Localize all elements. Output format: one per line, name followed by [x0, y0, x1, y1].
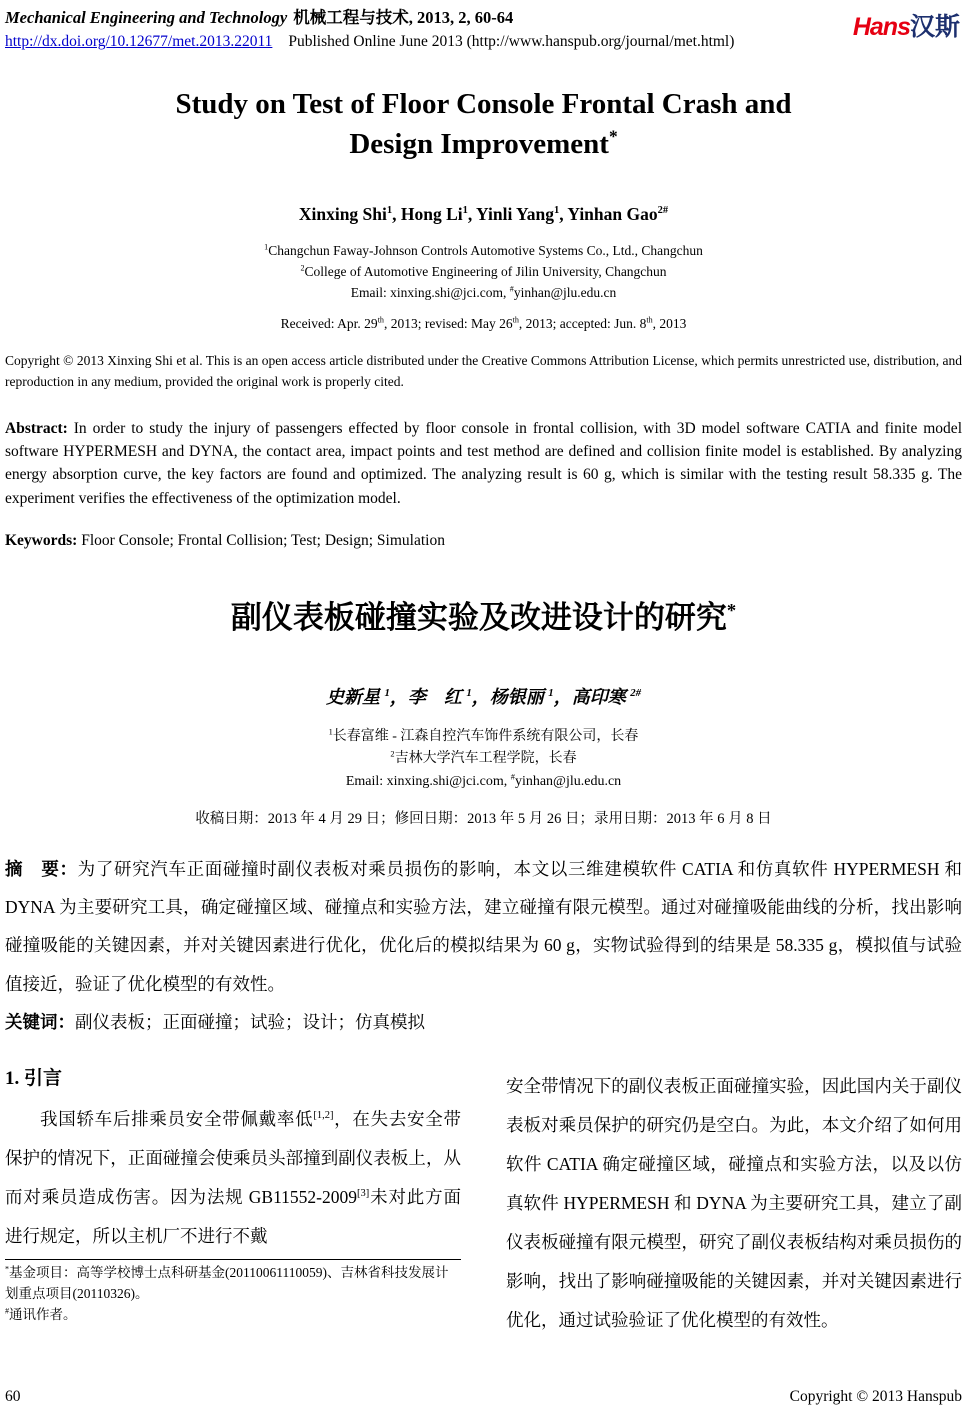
hans-logo-zh-text: 汉斯 — [909, 14, 960, 41]
authors-en: Xinxing Shi$^1$, Hong Li$^1$, Yinli Yang$^1$, Yinhan Gao$^{2\#}$ — [298, 203, 669, 224]
keywords-zh — [5, 1012, 962, 1033]
keywords-en — [5, 532, 962, 550]
intro-paragraph-left: 我国轿车后排乘员安全带佩戴率低[1,2]，在失去安全带保护的情况下，正面碰撞会使乘员头部撞到副仪表板上，从而对乘员造成伤害。因为法规 GB11552-2009[3]未对此方面进行规定，所以主机厂不进行不戴 — [5, 1109, 462, 1247]
journal-header — [5, 7, 962, 51]
title-footnote-asterisk: * — [608, 125, 618, 146]
affiliation-1-en: $^1$Changchun Faway-Johnson Controls Automotive Systems Co., Ltd., Changchun — [264, 242, 703, 258]
footnote-divider — [5, 1259, 461, 1260]
abstract-label-en: Abstract: — [5, 419, 68, 437]
article-title-zh: 副仪表板碰撞实验及改进设计的研究* — [230, 599, 737, 635]
keywords-label-zh: 关键词： — [5, 1011, 75, 1032]
footer-copyright: Copyright © 2013 Hanspub — [789, 1388, 962, 1406]
abstract-text-en: In order to study the injury of passengers effected by floor console in frontal collision, with 3D model software CATIA and finite model software HYPERMESH and DYNA, the contact area, impact points and test method are defined and collision finite model is established. By analyzing energy absorption curve, the key factors are found and optimized. The analyzing result is 60 g, which is similar with the testing result 58.335 g. The experiment verifies the effectiveness of the optimization model. — [5, 419, 962, 507]
published-note: Published Online June 2013 (http://www.hanspub.org/journal/met.html) — [288, 33, 735, 51]
hans-logo-text: Hans — [852, 13, 910, 41]
intro-right-column — [506, 1067, 962, 1340]
citation-ref-1-2: [1,2] — [313, 1110, 334, 1122]
authors-zh: 史新星 $^1$，李 红 $^1$，杨银丽 $^1$，高印寒 $^{2\#}$ — [325, 686, 641, 707]
section-1-heading: 1. 引言 — [5, 1067, 63, 1089]
doi-line — [5, 33, 962, 51]
abstract-text-zh: 为了研究汽车正面碰撞时副仪表板对乘员损伤的影响，本文以三维建模软件 CATIA 和仿真软件 HYPERMESH 和 DYNA 为主要研究工具，确定碰撞区域、碰撞点和实验方法，建立碰撞有限元模型。通过对碰撞吸能曲线的分析，找出影响碰撞吸能的关键因素，并对关键因素进行优化，优化后的模拟结果为 60 g，实物试验得到的结果是 58.335 g，模拟值与试验值接近，验证了优化模型的有效性。 — [5, 859, 962, 994]
hanspub-logo — [853, 7, 960, 43]
abstract-en — [5, 417, 962, 510]
copyright-notice: Copyright © 2013 Xinxing Shi et al. This is an open access article distributed under the Creative Commons Attribution License, which permits unrestricted use, distribution, and reproduction in any medium, provided the original work is properly cited. — [5, 353, 962, 389]
intro-two-column-area — [5, 1067, 962, 1389]
abstract-zh — [5, 850, 962, 1003]
journal-title-line — [5, 7, 962, 28]
keywords-label-en: Keywords: — [5, 531, 78, 549]
journal-title-zh: 机械工程与技术, 2013, 2, 60-64 — [293, 8, 514, 27]
affiliation-2-en: $^2$College of Automotive Engineering of Jilin University, Changchun — [300, 263, 667, 279]
journal-title-en: Mechanical Engineering and Technology — [5, 8, 288, 27]
article-title-en-line1: Study on Test of Floor Console Frontal Crash and — [175, 88, 792, 121]
received-line: Received: Apr. 29th, 2013; revised: May 26th, 2013; accepted: Jun. 8th, 2013 — [280, 315, 687, 332]
page-number: 60 — [5, 1388, 21, 1406]
email-line-en: Email: xinxing.shi@jci.com, #yinhan@jlu.edu.cn — [350, 284, 617, 300]
abstract-label-zh: 摘 要： — [5, 859, 78, 880]
affiliation-2-zh: $^2$吉林大学汽车工程学院，长春 — [390, 749, 577, 767]
keywords-text-en: Floor Console; Frontal Collision; Test; Design; Simulation — [77, 531, 445, 549]
affiliation-1-zh: $^1$长春富维 - 江森自控汽车饰件系统有限公司，长春 — [328, 727, 639, 744]
article-title-en-line2: Design Improvement* — [349, 125, 618, 160]
corresponding-author-footnote: #通讯作者。 — [5, 1306, 77, 1323]
affiliations-en — [5, 241, 962, 304]
intro-left-column — [5, 1067, 461, 1326]
doi-link[interactable]: http://dx.doi.org/10.12677/met.2013.22011 — [5, 33, 273, 51]
dates-line-zh: 收稿日期：2013 年 4 月 29 日；修回日期：2013 年 5 月 26 日；录用日期：2013 年 6 月 8 日 — [195, 811, 772, 828]
article-title-en — [5, 85, 962, 163]
keywords-text-zh: 副仪表板；正面碰撞；试验；设计；仿真模拟 — [75, 1011, 425, 1032]
citation-ref-3: [3] — [357, 1188, 370, 1200]
affiliations-zh — [5, 726, 962, 793]
intro-paragraph-right: 安全带情况下的副仪表板正面碰撞实验，因此国内关于副仪表板对乘员保护的研究仍是空白。为此，本文介绍了如何用软件 CATIA 确定碰撞区域，碰撞点和实验方法，以及以仿真软件 HYPERMESH 和 DYNA 为主要研究工具，建立了副仪表板碰撞有限元模型，研究了副仪表板结构对乘员损伤的影响，找出了影响碰撞吸能的关键因素，并对关键因素进行优化，通过试验验证了优化模型的有效性。 — [506, 1075, 962, 1330]
email-line-zh: Email: xinxing.shi@jci.com, #yinhan@jlu.edu.cn — [345, 772, 622, 789]
page-footnotes — [5, 1259, 461, 1326]
page-footer — [5, 1388, 962, 1407]
title-footnote-asterisk-zh: * — [726, 600, 737, 622]
funding-footnote: *基金项目：高等学校博士点科研基金(20110061110059)、吉林省科技发展计划重点项目(20110326)。 — [5, 1264, 449, 1302]
